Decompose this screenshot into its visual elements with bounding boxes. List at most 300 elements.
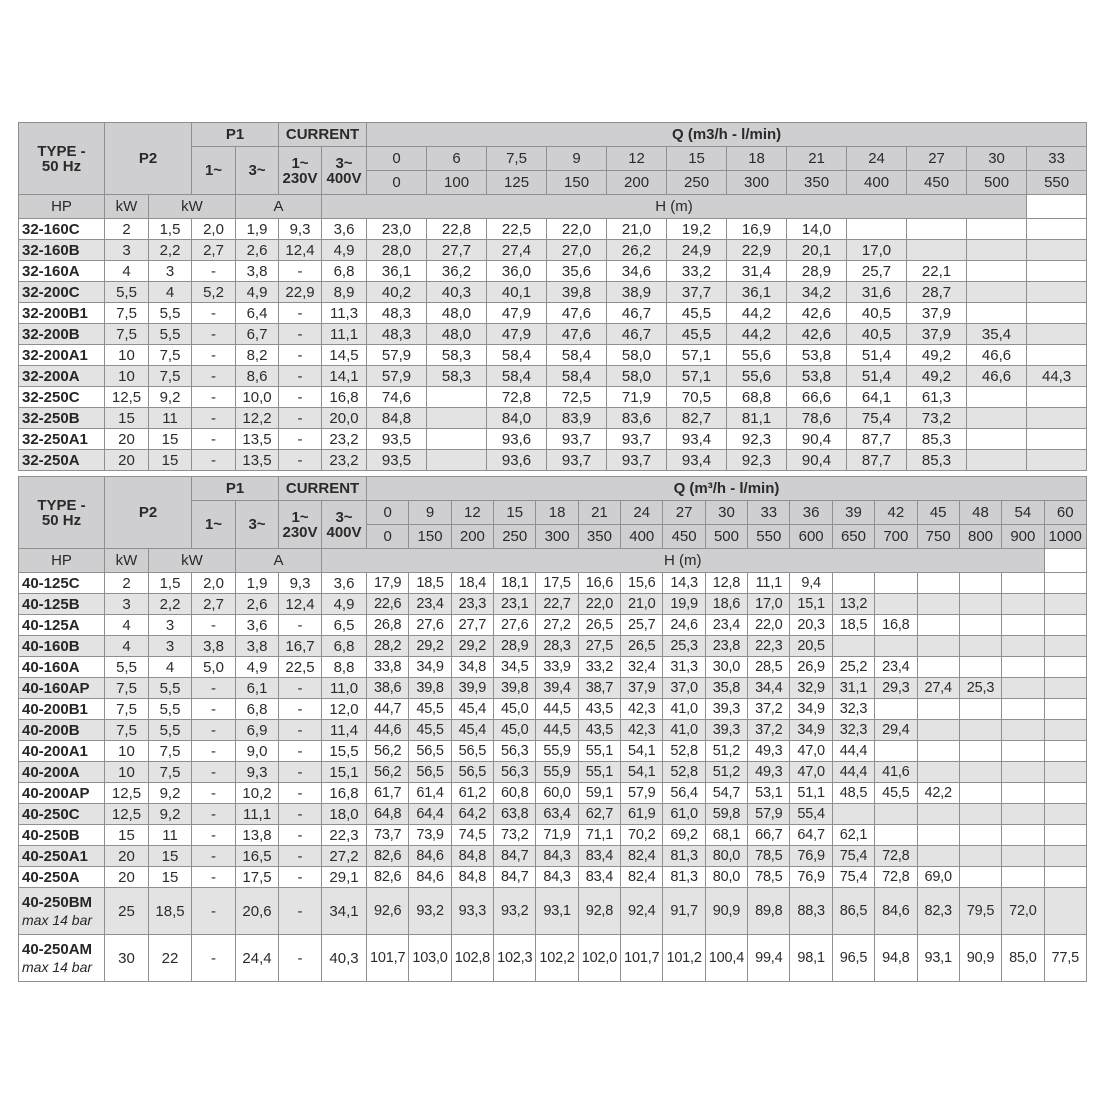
head-value-cell xyxy=(967,261,1027,282)
head-value-cell: 29,4 xyxy=(875,720,917,741)
head-value-cell xyxy=(1027,450,1087,471)
head-value-cell: 84,8 xyxy=(451,867,493,888)
head-value-cell: 61,7 xyxy=(367,783,409,804)
p1-single-phase-cell: - xyxy=(192,720,236,741)
head-value-cell: 25,3 xyxy=(663,636,705,657)
head-value-cell: 84,3 xyxy=(536,867,578,888)
head-value-cell: 45,5 xyxy=(667,324,727,345)
head-value-cell: 51,2 xyxy=(705,741,747,762)
current-400v-cell: 14,1 xyxy=(322,366,367,387)
current-400v-cell: 23,2 xyxy=(322,450,367,471)
table-row xyxy=(19,783,1087,804)
head-value-cell: 64,7 xyxy=(790,825,832,846)
head-value-cell: 78,6 xyxy=(787,408,847,429)
head-value-cell xyxy=(967,240,1027,261)
flow-m3h-header: 48 xyxy=(959,501,1001,525)
pump-type xyxy=(19,387,105,408)
head-value-cell: 17,0 xyxy=(847,240,907,261)
head-value-cell: 60,0 xyxy=(536,783,578,804)
head-value-cell: 47,0 xyxy=(790,741,832,762)
pump-type xyxy=(19,573,105,594)
head-value-cell xyxy=(1044,636,1086,657)
head-value-cell: 37,9 xyxy=(907,303,967,324)
current-230v-cell: - xyxy=(279,867,322,888)
head-value-cell: 93,5 xyxy=(367,429,427,450)
pump-type xyxy=(19,594,105,615)
head-value-cell: 22,8 xyxy=(427,219,487,240)
head-value-cell: 61,0 xyxy=(663,804,705,825)
head-value-cell: 46,7 xyxy=(607,324,667,345)
head-value-cell: 64,2 xyxy=(451,804,493,825)
current-400v-cell: 6,5 xyxy=(322,615,367,636)
p2-kw-cell: 15 xyxy=(149,867,192,888)
current-400v-cell: 12,0 xyxy=(322,699,367,720)
p1-single-phase-header: 1~ xyxy=(192,147,236,195)
head-value-cell: 21,0 xyxy=(621,594,663,615)
head-value-cell: 41,0 xyxy=(663,720,705,741)
head-value-cell: 90,4 xyxy=(787,429,847,450)
head-value-cell xyxy=(917,846,959,867)
head-value-cell: 18,6 xyxy=(705,594,747,615)
head-value-cell xyxy=(917,804,959,825)
current-230v-cell: - xyxy=(279,429,322,450)
pump-performance-table-40 xyxy=(18,476,1087,982)
head-value-cell: 49,2 xyxy=(907,366,967,387)
flow-m3h-header: 12 xyxy=(451,501,493,525)
pump-type xyxy=(19,324,105,345)
current-230v-header: 1~ 230V xyxy=(279,501,322,549)
head-value-cell: 15,6 xyxy=(621,573,663,594)
head-value-cell: 33,8 xyxy=(367,657,409,678)
head-value-cell xyxy=(959,573,1001,594)
head-value-cell: 45,5 xyxy=(875,783,917,804)
current-400v-cell: 16,8 xyxy=(322,387,367,408)
p1-single-phase-cell: 2,0 xyxy=(192,573,236,594)
current-header: CURRENT xyxy=(279,123,367,147)
pump-type-label: 40-250BM xyxy=(22,894,93,911)
head-value-cell: 72,0 xyxy=(1002,888,1044,935)
head-value-cell: 54,1 xyxy=(621,741,663,762)
head-value-cell: 22,6 xyxy=(367,594,409,615)
head-value-cell xyxy=(1002,594,1044,615)
head-value-cell: 56,3 xyxy=(494,741,536,762)
head-value-cell: 39,4 xyxy=(536,678,578,699)
head-value-cell: 23,3 xyxy=(451,594,493,615)
p2-kw-cell: 9,2 xyxy=(149,783,192,804)
head-value-cell: 53,8 xyxy=(787,366,847,387)
p1-single-phase-cell: - xyxy=(192,303,236,324)
flow-m3h-header: 21 xyxy=(578,501,620,525)
flow-m3h-header: 39 xyxy=(832,501,874,525)
head-value-cell: 72,5 xyxy=(547,387,607,408)
p2-kw-cell: 7,5 xyxy=(149,762,192,783)
pump-type xyxy=(19,282,105,303)
head-value-cell xyxy=(875,804,917,825)
head-value-cell: 44,5 xyxy=(536,720,578,741)
head-value-cell: 45,0 xyxy=(494,699,536,720)
current-400v-cell: 11,4 xyxy=(322,720,367,741)
head-value-cell: 56,5 xyxy=(451,741,493,762)
flow-lmin-header: 350 xyxy=(787,171,847,195)
head-value-cell: 80,0 xyxy=(705,846,747,867)
pump-type xyxy=(19,261,105,282)
current-230v-cell: 9,3 xyxy=(279,219,322,240)
p1-three-phase-cell: 11,1 xyxy=(236,804,279,825)
head-value-cell: 41,6 xyxy=(875,762,917,783)
head-value-cell: 38,9 xyxy=(607,282,667,303)
pressure-note: max 14 bar xyxy=(22,959,93,975)
head-value-cell: 84,7 xyxy=(494,867,536,888)
head-value-cell: 61,9 xyxy=(621,804,663,825)
p2-kw-cell: 7,5 xyxy=(149,741,192,762)
head-value-cell xyxy=(1002,615,1044,636)
head-value-cell: 18,5 xyxy=(409,573,451,594)
p2-kw-cell: 5,5 xyxy=(149,720,192,741)
p2-hp-cell: 7,5 xyxy=(105,699,149,720)
p1-three-phase-cell: 9,3 xyxy=(236,762,279,783)
flow-lmin-header: 500 xyxy=(705,525,747,549)
pump-type xyxy=(19,720,105,741)
head-value-cell: 37,7 xyxy=(667,282,727,303)
head-value-cell: 84,3 xyxy=(536,846,578,867)
current-230v-cell: - xyxy=(279,741,322,762)
head-value-cell: 62,7 xyxy=(578,804,620,825)
head-value-cell: 48,0 xyxy=(427,324,487,345)
table-row xyxy=(19,636,1087,657)
p2-kw-cell: 9,2 xyxy=(149,387,192,408)
head-value-cell xyxy=(1027,408,1087,429)
head-value-cell xyxy=(959,762,1001,783)
head-value-cell: 41,0 xyxy=(663,699,705,720)
flow-lmin-header: 450 xyxy=(907,171,967,195)
head-value-cell: 75,4 xyxy=(832,867,874,888)
head-value-cell: 89,8 xyxy=(748,888,790,935)
p1-single-phase-cell: - xyxy=(192,366,236,387)
p1-single-phase-cell: - xyxy=(192,615,236,636)
head-value-cell: 56,5 xyxy=(409,741,451,762)
head-value-cell xyxy=(1027,282,1087,303)
current-400v-cell: 11,1 xyxy=(322,324,367,345)
head-value-cell xyxy=(917,825,959,846)
head-value-cell: 23,0 xyxy=(367,219,427,240)
pump-type-label: 40-160A xyxy=(22,658,80,676)
current-230v-cell: 22,5 xyxy=(279,657,322,678)
head-value-cell: 34,9 xyxy=(790,720,832,741)
head-value-cell: 57,9 xyxy=(367,366,427,387)
p1-three-phase-cell: 1,9 xyxy=(236,219,279,240)
p2-header: P2 xyxy=(105,123,192,195)
head-value-cell xyxy=(917,657,959,678)
pump-type xyxy=(19,804,105,825)
head-value-cell xyxy=(832,804,874,825)
p1-three-phase-cell: 6,4 xyxy=(236,303,279,324)
pump-type xyxy=(19,636,105,657)
head-value-cell: 58,0 xyxy=(607,345,667,366)
head-value-cell: 22,0 xyxy=(578,594,620,615)
head-value-cell xyxy=(959,720,1001,741)
head-value-cell xyxy=(1044,699,1086,720)
current-400v-cell: 18,0 xyxy=(322,804,367,825)
head-value-cell xyxy=(917,573,959,594)
current-230v-cell: 12,4 xyxy=(279,594,322,615)
p2-kw-cell: 5,5 xyxy=(149,699,192,720)
head-value-cell: 56,5 xyxy=(409,762,451,783)
table-row xyxy=(19,345,1087,366)
p2-hp-cell: 10 xyxy=(105,345,149,366)
pump-type xyxy=(19,366,105,387)
flow-m3h-header: 9 xyxy=(409,501,451,525)
head-value-cell: 37,9 xyxy=(621,678,663,699)
flow-lmin-header: 900 xyxy=(1002,525,1044,549)
current-400v-cell: 20,0 xyxy=(322,408,367,429)
pump-type xyxy=(19,219,105,240)
head-value-cell: 36,0 xyxy=(487,261,547,282)
flow-m3h-header: 60 xyxy=(1044,501,1086,525)
p2-hp-cell: 4 xyxy=(105,261,149,282)
p2-hp-cell: 10 xyxy=(105,366,149,387)
p2-kw-cell: 2,2 xyxy=(149,594,192,615)
head-value-cell: 17,0 xyxy=(748,594,790,615)
head-value-cell: 55,1 xyxy=(578,762,620,783)
head-value-cell: 44,5 xyxy=(536,699,578,720)
pump-type-label: 40-200A1 xyxy=(22,742,88,760)
p1-single-phase-cell: - xyxy=(192,408,236,429)
p1-single-phase-cell: - xyxy=(192,699,236,720)
current-230v-cell: 12,4 xyxy=(279,240,322,261)
head-value-cell: 40,5 xyxy=(847,303,907,324)
pump-type xyxy=(19,846,105,867)
head-value-cell: 22,3 xyxy=(748,636,790,657)
head-value-cell: 75,4 xyxy=(847,408,907,429)
head-value-cell: 90,9 xyxy=(959,935,1001,982)
p2-hp-cell: 7,5 xyxy=(105,324,149,345)
head-value-cell: 70,2 xyxy=(621,825,663,846)
head-value-cell: 54,7 xyxy=(705,783,747,804)
head-value-cell: 40,1 xyxy=(487,282,547,303)
flow-lmin-header: 600 xyxy=(790,525,832,549)
head-value-cell: 37,2 xyxy=(748,720,790,741)
head-value-cell: 18,1 xyxy=(494,573,536,594)
flow-lmin-header: 100 xyxy=(427,171,487,195)
head-value-cell: 60,8 xyxy=(494,783,536,804)
current-230v-cell: - xyxy=(279,345,322,366)
head-value-cell: 48,3 xyxy=(367,303,427,324)
pump-type-label: 40-200B xyxy=(22,721,80,739)
table-row xyxy=(19,825,1087,846)
p1-single-phase-cell: - xyxy=(192,935,236,982)
head-value-cell xyxy=(1044,804,1086,825)
current-400v-cell: 27,2 xyxy=(322,846,367,867)
head-value-cell xyxy=(875,825,917,846)
current-230v-cell: - xyxy=(279,324,322,345)
table-row xyxy=(19,324,1087,345)
head-value-cell: 56,5 xyxy=(451,762,493,783)
p1-three-phase-header: 3~ xyxy=(236,147,279,195)
head-value-cell: 85,3 xyxy=(907,429,967,450)
head-value-cell: 43,5 xyxy=(578,699,620,720)
p2-kw-cell: 15 xyxy=(149,450,192,471)
head-value-cell: 94,8 xyxy=(875,935,917,982)
flow-m3h-header: 9 xyxy=(547,147,607,171)
head-value-cell: 38,7 xyxy=(578,678,620,699)
head-value-cell: 53,8 xyxy=(787,345,847,366)
head-value-cell: 47,0 xyxy=(790,762,832,783)
current-400v-cell: 15,5 xyxy=(322,741,367,762)
head-value-cell xyxy=(427,387,487,408)
head-value-cell: 63,4 xyxy=(536,804,578,825)
head-value-cell: 39,8 xyxy=(409,678,451,699)
head-value-cell: 92,3 xyxy=(727,429,787,450)
head-value-cell: 51,1 xyxy=(790,783,832,804)
head-value-cell: 39,8 xyxy=(494,678,536,699)
head-value-cell: 40,5 xyxy=(847,324,907,345)
head-value-cell: 12,8 xyxy=(705,573,747,594)
head-value-cell: 90,9 xyxy=(705,888,747,935)
head-value-cell: 45,5 xyxy=(667,303,727,324)
current-400v-cell: 4,9 xyxy=(322,240,367,261)
current-400v-cell: 16,8 xyxy=(322,783,367,804)
head-value-cell: 22,1 xyxy=(907,261,967,282)
p2-kw-cell: 5,5 xyxy=(149,678,192,699)
pump-type-label: 40-250A1 xyxy=(22,847,88,865)
head-value-cell: 22,9 xyxy=(727,240,787,261)
head-value-cell: 58,4 xyxy=(547,345,607,366)
head-value-cell xyxy=(959,594,1001,615)
head-value-cell: 37,2 xyxy=(748,699,790,720)
table-row xyxy=(19,408,1087,429)
head-value-cell xyxy=(959,699,1001,720)
head-value-cell: 27,2 xyxy=(536,615,578,636)
current-400v-cell: 6,8 xyxy=(322,636,367,657)
head-value-cell: 42,6 xyxy=(787,324,847,345)
head-value-cell: 44,4 xyxy=(832,762,874,783)
head-value-cell xyxy=(1044,615,1086,636)
p1-three-phase-cell: 4,9 xyxy=(236,282,279,303)
p2-hp-cell: 30 xyxy=(105,935,149,982)
pump-type xyxy=(19,345,105,366)
head-value-cell: 49,3 xyxy=(748,741,790,762)
head-value-cell xyxy=(959,846,1001,867)
p1-single-phase-cell: - xyxy=(192,783,236,804)
current-230v-cell: - xyxy=(279,720,322,741)
p1-three-phase-cell: 13,5 xyxy=(236,429,279,450)
head-value-cell: 44,7 xyxy=(367,699,409,720)
p1-single-phase-cell: - xyxy=(192,324,236,345)
head-value-cell: 22,5 xyxy=(487,219,547,240)
p1-three-phase-cell: 6,9 xyxy=(236,720,279,741)
head-value-cell: 32,9 xyxy=(790,678,832,699)
head-value-cell: 9,4 xyxy=(790,573,832,594)
head-value-cell: 74,6 xyxy=(367,387,427,408)
head-value-cell: 61,3 xyxy=(907,387,967,408)
p2-kw-cell: 3 xyxy=(149,615,192,636)
table-row xyxy=(19,888,1087,935)
head-value-cell: 81,3 xyxy=(663,846,705,867)
head-value-cell: 102,3 xyxy=(494,935,536,982)
p1-single-phase-cell: - xyxy=(192,762,236,783)
head-value-cell: 55,9 xyxy=(536,762,578,783)
head-value-cell: 73,9 xyxy=(409,825,451,846)
head-value-cell: 78,5 xyxy=(748,846,790,867)
head-value-cell: 55,4 xyxy=(790,804,832,825)
head-value-cell: 47,6 xyxy=(547,303,607,324)
p1-three-phase-cell: 17,5 xyxy=(236,867,279,888)
head-value-cell: 48,5 xyxy=(832,783,874,804)
head-value-cell: 66,7 xyxy=(748,825,790,846)
head-value-cell: 55,6 xyxy=(727,345,787,366)
head-value-cell: 55,1 xyxy=(578,741,620,762)
flow-m3h-header: 45 xyxy=(917,501,959,525)
current-400v-cell: 11,0 xyxy=(322,678,367,699)
current-230v-cell: 9,3 xyxy=(279,573,322,594)
p2-kw-cell: 15 xyxy=(149,846,192,867)
head-value-cell: 93,6 xyxy=(487,450,547,471)
flow-m3h-header: 18 xyxy=(727,147,787,171)
pump-type xyxy=(19,825,105,846)
p2-kw-cell: 9,2 xyxy=(149,804,192,825)
pressure-note: max 14 bar xyxy=(22,912,93,928)
p1-single-phase-cell: 2,7 xyxy=(192,594,236,615)
p2-kw-cell: 18,5 xyxy=(149,888,192,935)
head-value-cell xyxy=(959,783,1001,804)
head-value-cell xyxy=(1002,783,1044,804)
head-value-cell xyxy=(959,741,1001,762)
p2-kw-cell: 5,5 xyxy=(149,324,192,345)
p2-hp-cell: 20 xyxy=(105,429,149,450)
p2-hp-cell: 7,5 xyxy=(105,303,149,324)
head-value-cell xyxy=(1027,240,1087,261)
head-value-cell: 87,7 xyxy=(847,450,907,471)
head-value-cell: 39,3 xyxy=(705,699,747,720)
head-value-cell: 82,4 xyxy=(621,867,663,888)
head-value-cell: 32,3 xyxy=(832,699,874,720)
p1-three-phase-cell: 2,6 xyxy=(236,594,279,615)
head-value-cell: 101,2 xyxy=(663,935,705,982)
head-value-cell xyxy=(1002,804,1044,825)
head-value-cell xyxy=(1002,699,1044,720)
head-value-cell: 92,4 xyxy=(621,888,663,935)
table-row xyxy=(19,240,1087,261)
head-value-cell: 26,8 xyxy=(367,615,409,636)
head-value-cell xyxy=(959,867,1001,888)
current-230v-cell: - xyxy=(279,387,322,408)
p2-kw-cell: 11 xyxy=(149,408,192,429)
head-value-cell: 18,4 xyxy=(451,573,493,594)
head-value-cell: 14,0 xyxy=(787,219,847,240)
head-value-cell: 23,8 xyxy=(705,636,747,657)
flow-lmin-header: 0 xyxy=(367,171,427,195)
head-value-cell: 44,3 xyxy=(1027,366,1087,387)
head-value-cell: 84,6 xyxy=(875,888,917,935)
head-value-cell: 44,2 xyxy=(727,324,787,345)
table-row xyxy=(19,846,1087,867)
head-value-cell: 14,3 xyxy=(663,573,705,594)
current-400v-cell: 3,6 xyxy=(322,573,367,594)
flow-lmin-header: 550 xyxy=(748,525,790,549)
p1-unit-header: kW xyxy=(149,549,236,573)
head-value-cell: 84,6 xyxy=(409,846,451,867)
head-value-cell: 91,7 xyxy=(663,888,705,935)
head-value-cell: 45,0 xyxy=(494,720,536,741)
flow-m3h-header: 33 xyxy=(748,501,790,525)
head-value-cell: 82,6 xyxy=(367,867,409,888)
head-value-cell: 81,3 xyxy=(663,867,705,888)
head-value-cell: 22,0 xyxy=(748,615,790,636)
flow-header: Q (m³/h - l/min) xyxy=(367,477,1087,501)
p2-hp-cell: 15 xyxy=(105,408,149,429)
head-value-cell: 93,5 xyxy=(367,450,427,471)
current-400v-header: 3~ 400V xyxy=(322,147,367,195)
